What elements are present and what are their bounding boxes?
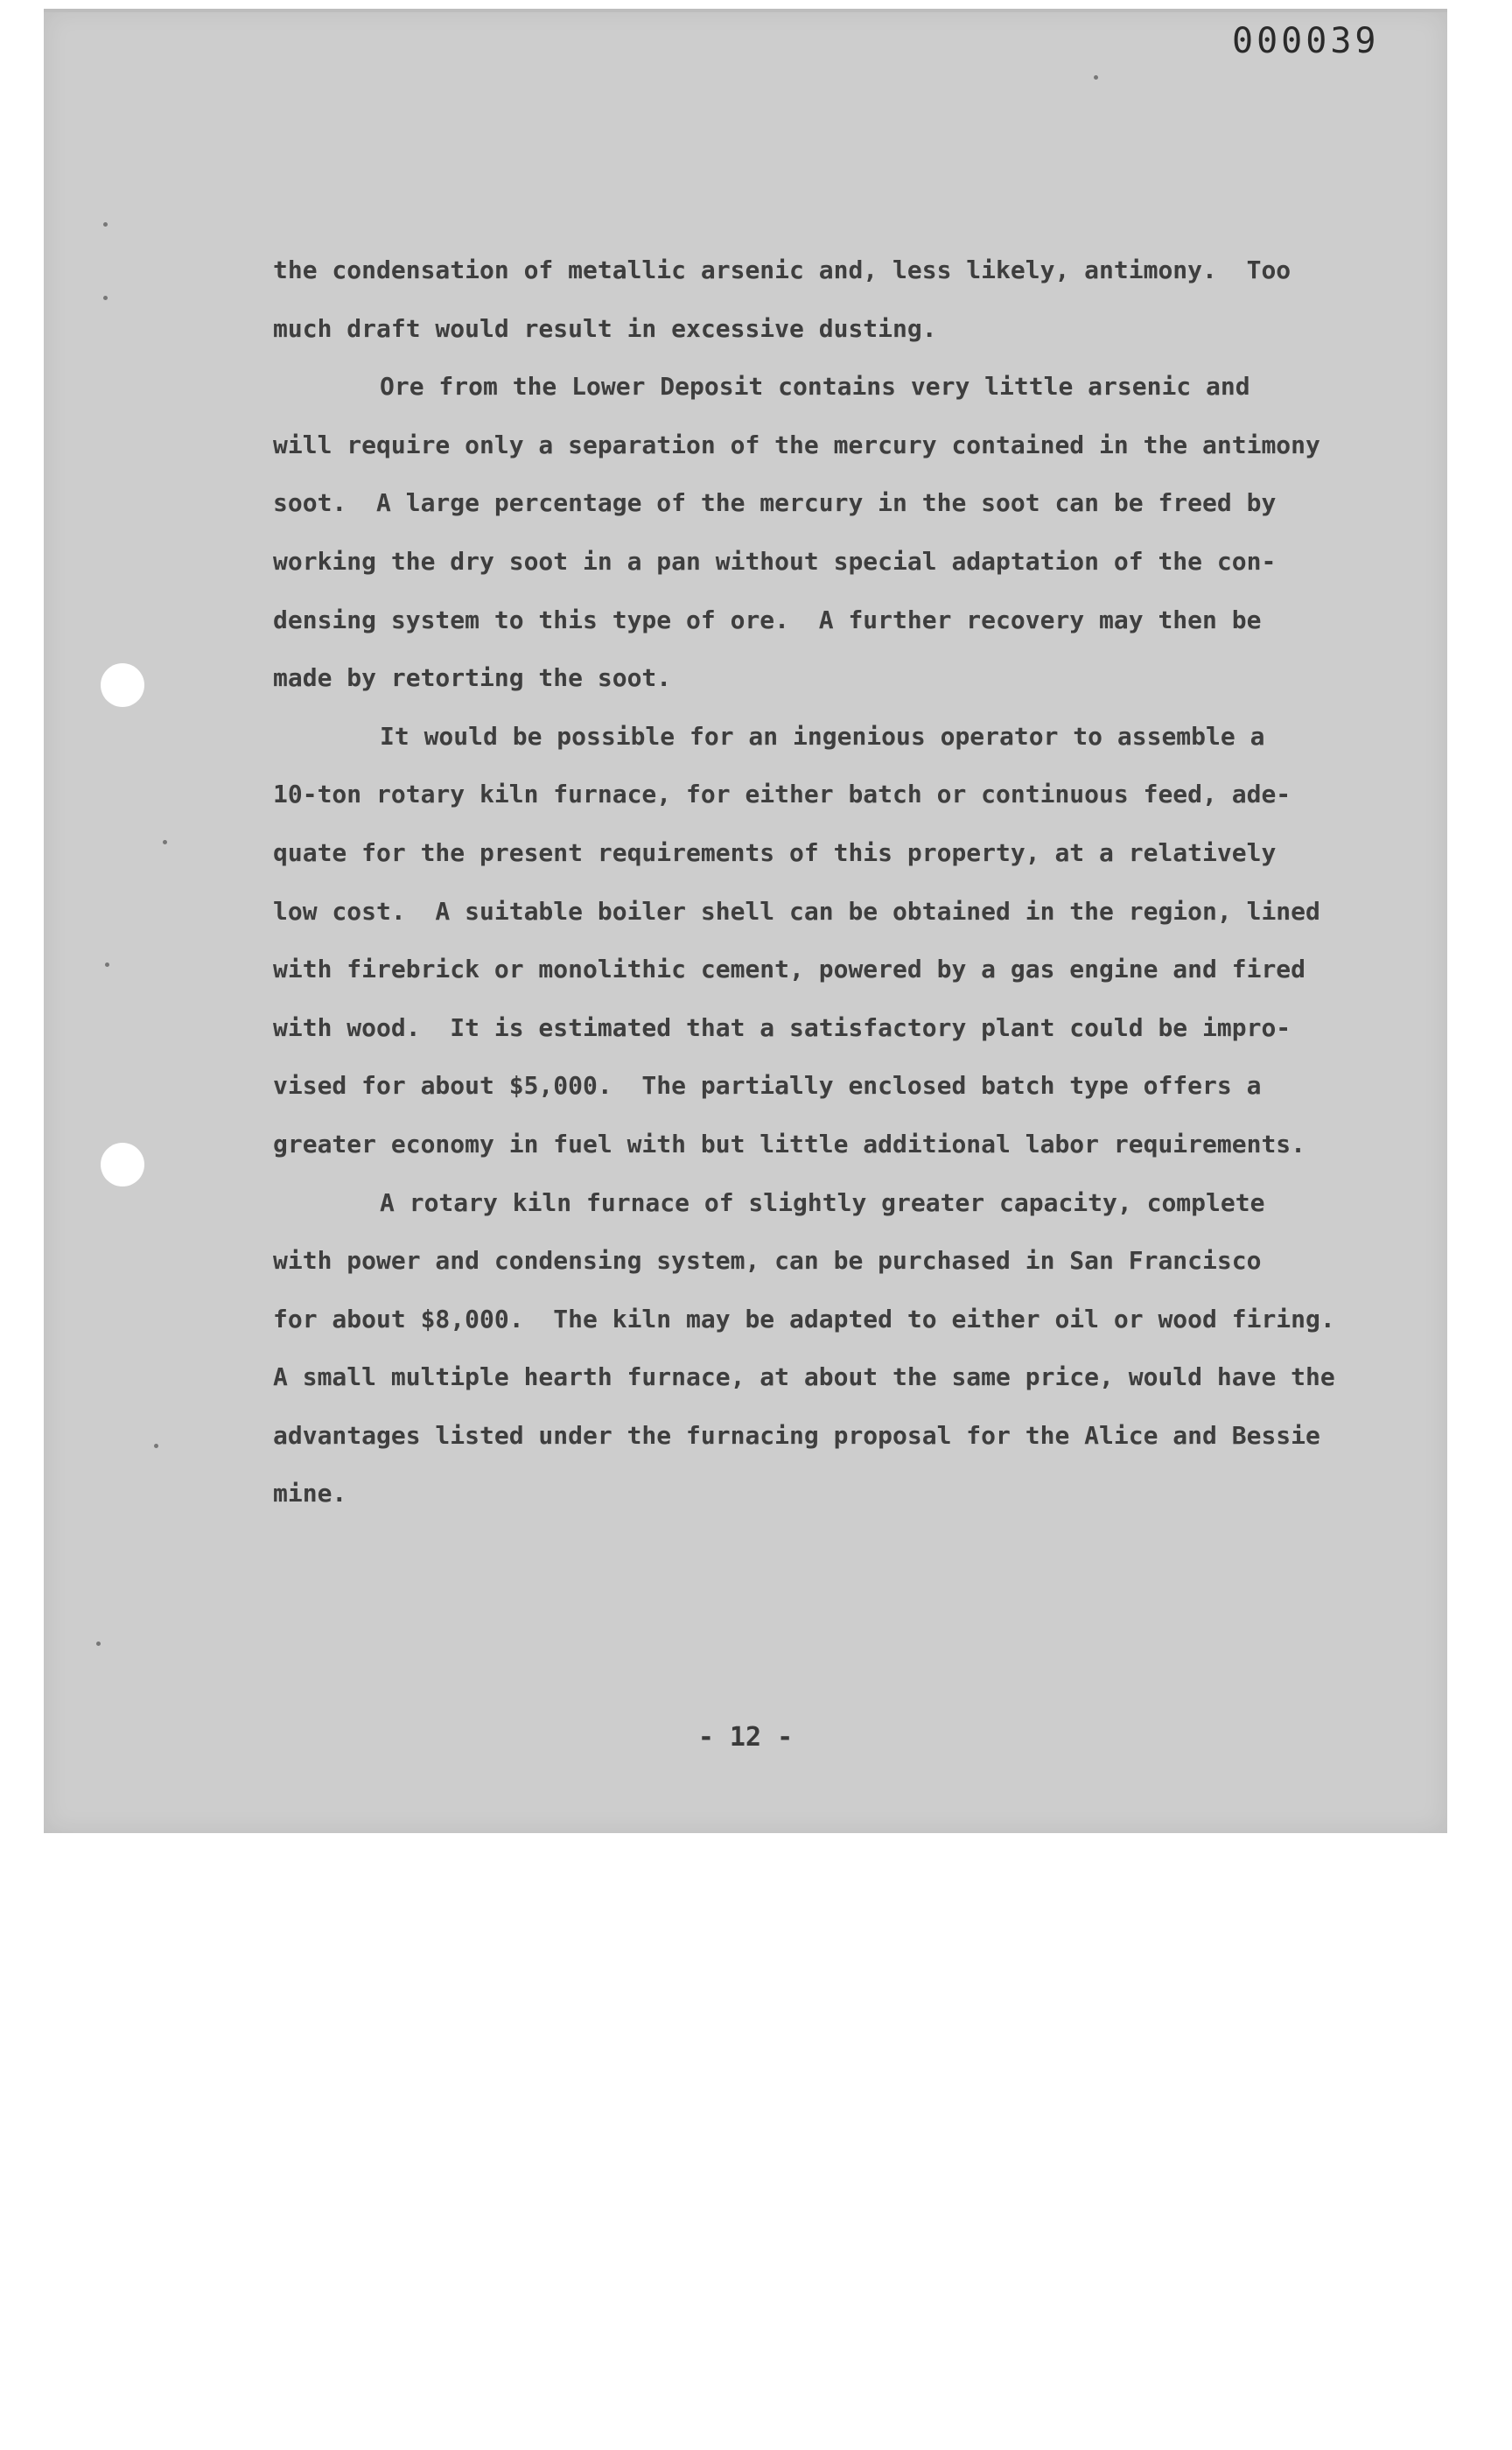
text-line: will require only a separation of the mercury contained in the antimony xyxy=(273,430,1320,459)
text-line: quate for the present requirements of this property, at a relatively xyxy=(273,837,1277,867)
text-line: for about $8,000. The kiln may be adapted to either oil or wood firing. xyxy=(273,1304,1335,1334)
page-top-edge xyxy=(44,9,1447,12)
text-line: 10-ton rotary kiln furnace, for either batch or continuous feed, ade- xyxy=(273,780,1292,809)
text-line: A small multiple hearth furnace, at about the same price, would have the xyxy=(273,1362,1335,1392)
scan-speck xyxy=(163,840,167,844)
text-line: mine. xyxy=(273,1479,347,1508)
binder-hole-lower xyxy=(101,1143,144,1186)
text-line: densing system to this type of ore. A further recovery may then be xyxy=(273,605,1262,634)
text-line: much draft would result in excessive dusting. xyxy=(273,313,937,343)
scan-speck xyxy=(96,1642,101,1646)
text-line: working the dry soot in a pan without special adaptation of the con- xyxy=(273,546,1277,576)
text-line: It would be possible for an ingenious operator to assemble a xyxy=(380,721,1265,751)
document-number: 000039 xyxy=(1232,21,1380,61)
text-line: with power and condensing system, can be purchased in San Francisco xyxy=(273,1246,1262,1276)
text-line: with firebrick or monolithic cement, powered by a gas engine and fired xyxy=(273,955,1306,984)
page-number: - 12 - xyxy=(697,1722,794,1753)
text-line: vised for about $5,000. The partially enclosed batch type offers a xyxy=(273,1071,1262,1101)
text-line: made by retorting the soot. xyxy=(273,663,672,693)
scan-speck xyxy=(154,1444,158,1448)
binder-hole-upper xyxy=(101,663,144,707)
text-line: A rotary kiln furnace of slightly greater capacity, complete xyxy=(380,1187,1265,1217)
text-line: advantages listed under the furnacing proposal for the Alice and Bessie xyxy=(273,1420,1320,1450)
text-line: the condensation of metallic arsenic and, less likely, antimony. Too xyxy=(273,256,1292,284)
text-line: greater economy in fuel with but little additional labor requirements. xyxy=(273,1129,1306,1158)
scan-speck xyxy=(103,222,108,227)
text-line: Ore from the Lower Deposit contains very little arsenic and xyxy=(380,372,1250,402)
scan-speck xyxy=(1094,75,1098,80)
scan-speck xyxy=(105,962,109,967)
text-line: soot. A large percentage of the mercury in the soot can be freed by xyxy=(273,488,1277,518)
text-line: with wood. It is estimated that a satisfactory plant could be impro- xyxy=(273,1012,1292,1042)
body-text xyxy=(273,242,1335,1523)
scan-speck xyxy=(103,296,108,300)
text-line: low cost. A suitable boiler shell can be obtained in the region, lined xyxy=(273,896,1320,926)
